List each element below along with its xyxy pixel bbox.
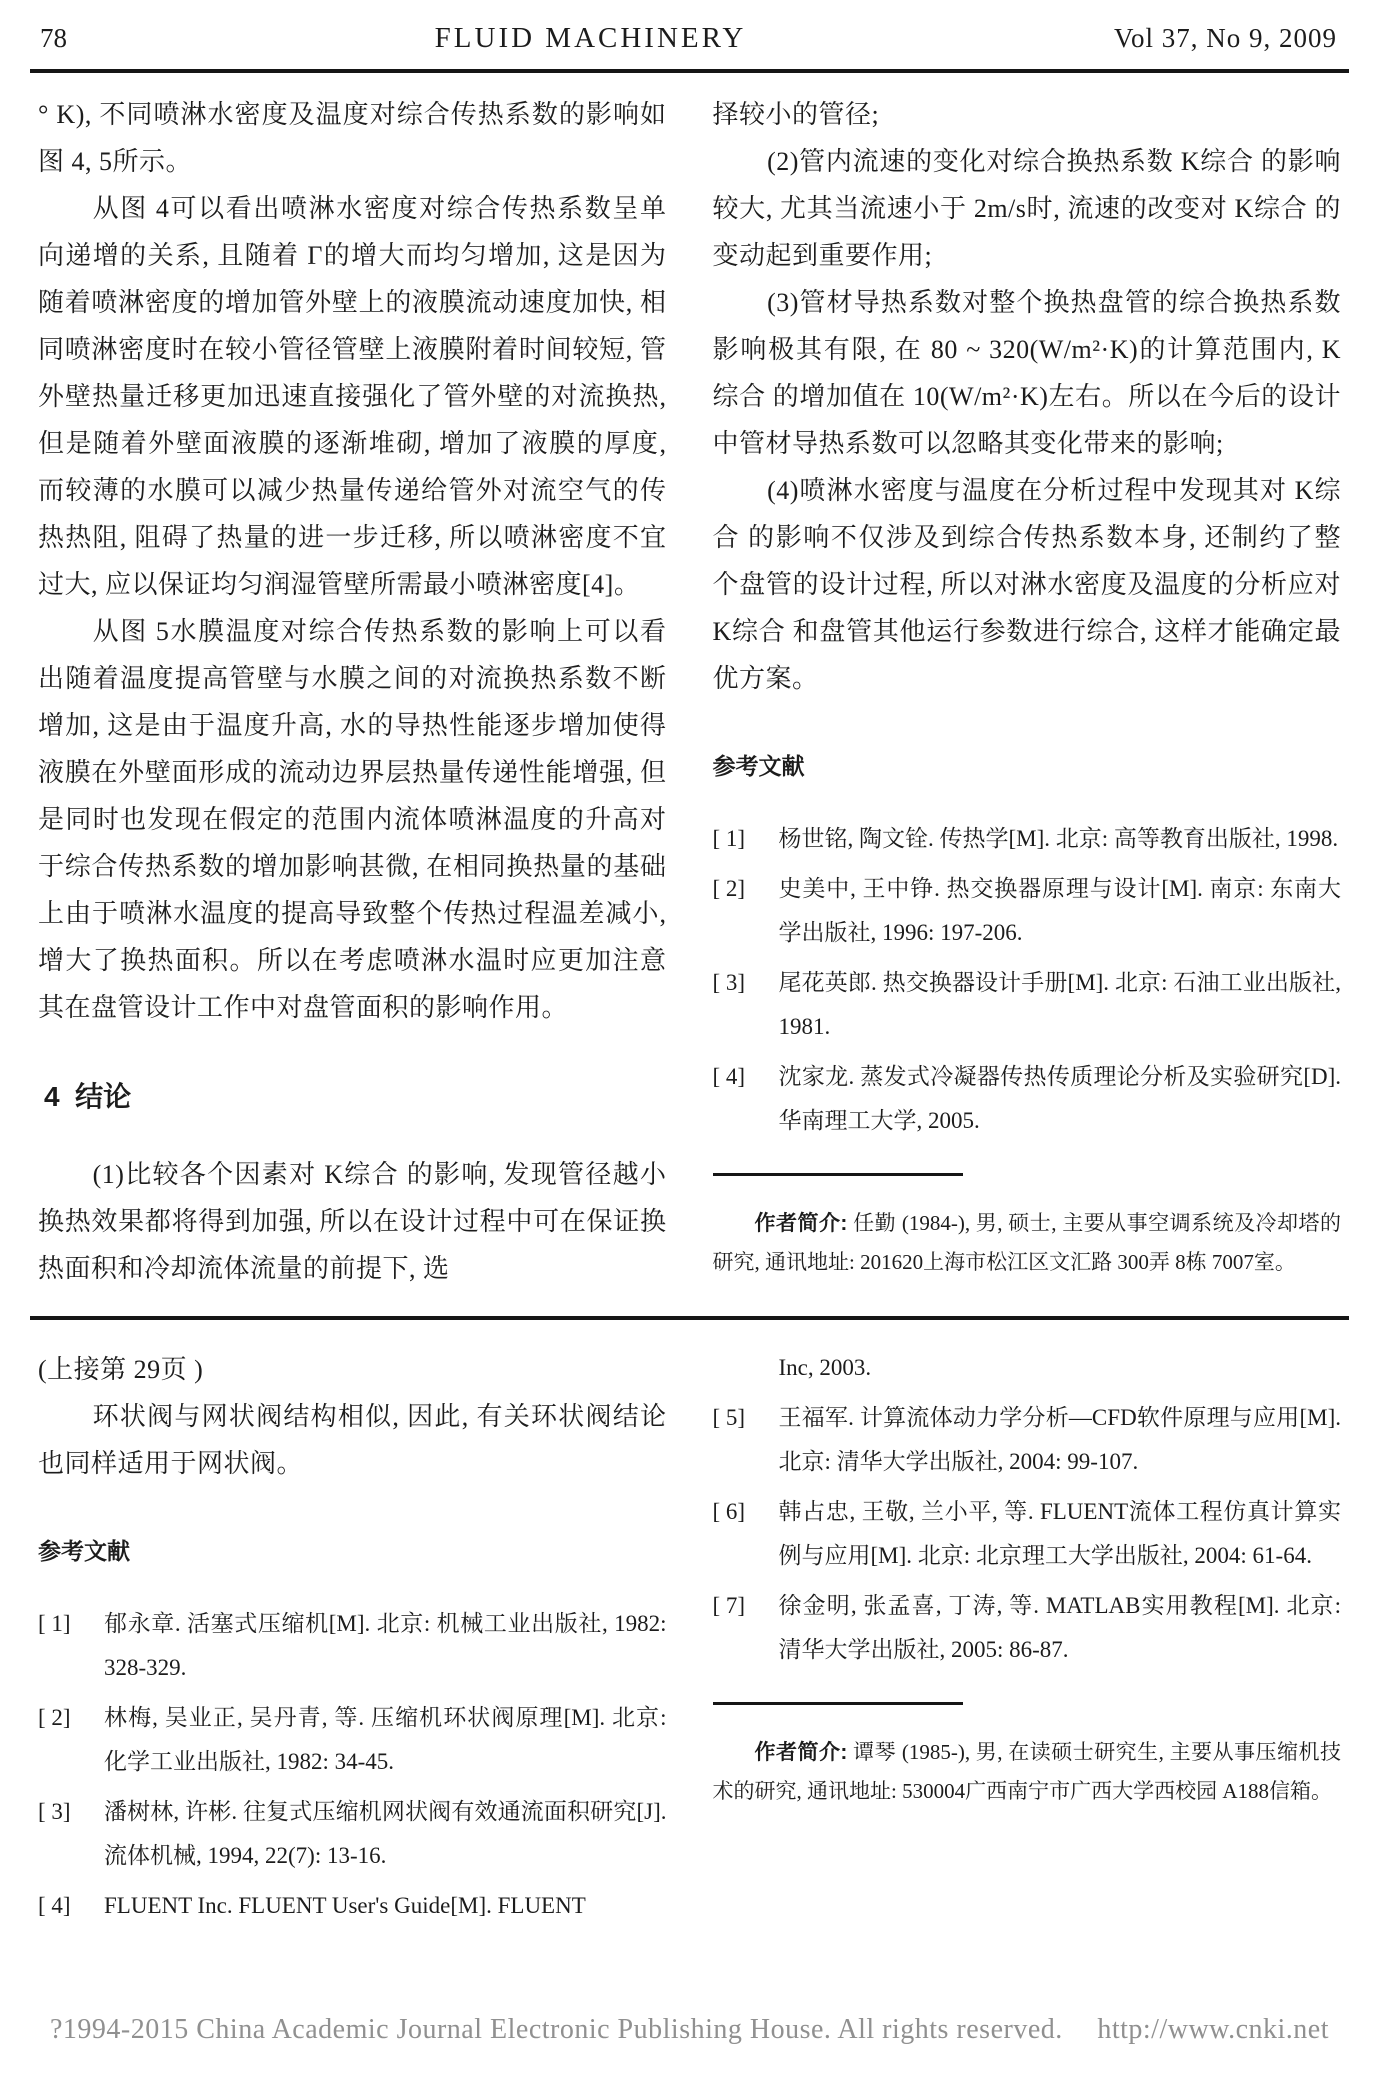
reference-label: [ 2] — [712, 876, 746, 901]
reference-item — [713, 817, 1342, 861]
continued-article — [0, 1346, 1379, 1934]
page-header — [0, 0, 1379, 55]
reference-label: [ 6] — [712, 1499, 746, 1524]
reference-item — [713, 1396, 1342, 1484]
reference-continuation: Inc, 2003. — [778, 1355, 872, 1380]
right-column — [713, 91, 1342, 1292]
reference-text: FLUENT Inc. FLUENT User's Guide[M]. FLUENT — [104, 1893, 586, 1918]
reference-label: [ 3] — [38, 1799, 71, 1824]
page-number: 78 — [40, 23, 67, 53]
reference-label: [ 5] — [712, 1405, 746, 1430]
reference-item — [38, 1696, 667, 1784]
author-bio — [713, 1733, 1342, 1810]
copyright-notice: ?1994-2015 China Academic Journal Electronic Publishing House. All rights reserved. — [50, 2014, 1063, 2045]
reference-label: [ 4] — [38, 1893, 71, 1918]
reference-text: 林梅, 吴业正, 吴丹青, 等. 压缩机环状阀原理[M]. 北京: 化学工业出版社, 1982: 34-45. — [104, 1705, 667, 1774]
author-bio-label: 作者简介: — [754, 1741, 848, 1764]
author-bio — [713, 1204, 1342, 1281]
references-heading: 参考文献 — [712, 753, 805, 779]
paragraph-conclusion-4: (4)喷淋水密度与温度在分析过程中发现其对 K综合 的影响不仅涉及到综合传热系数本身, 还制约了整个盘管的设计过程, 所以对淋水密度及温度的分析应对 K综合 和盘管其他运行参数进行综合, 这样才能确定最优方案。 — [712, 476, 1341, 693]
references-heading: 参考文献 — [38, 1538, 130, 1564]
reference-text: 史美中, 王中铮. 热交换器原理与设计[M]. 南京: 东南大学出版社, 1996: 197-206. — [778, 876, 1341, 945]
volume-info: Vol 37, No 9, 2009 — [1113, 23, 1337, 53]
continued-left-column — [38, 1346, 667, 1934]
cnki-url: http://www.cnki.net — [1097, 2014, 1329, 2045]
reference-text: 尾花英郎. 热交换器设计手册[M]. 北京: 石油工业出版社, 1981. — [778, 970, 1341, 1039]
reference-item — [38, 1884, 667, 1928]
reference-text: 韩占忠, 王敬, 兰小平, 等. FLUENT流体工程仿真计算实例与应用[M]. 北京: 北京理工大学出版社, 2004: 61-64. — [778, 1499, 1341, 1568]
section-divider-rule — [30, 1316, 1349, 1320]
paragraph-continued: 环状阀与网状阀结构相似, 因此, 有关环状阀结论也同样适用于网状阀。 — [38, 1402, 667, 1478]
footnote-rule — [713, 1702, 963, 1705]
paragraph-conclusion-1: (1)比较各个因素对 K综合 的影响, 发现管径越小换热效果都将得到加强, 所以在设计过程中可在保证换热面积和冷却流体流量的前提下, 选 — [38, 1160, 667, 1283]
reference-item — [38, 1602, 667, 1690]
author-bio-text: 任勤 (1984-), 男, 硕士, 主要从事空调系统及冷却塔的研究, 通讯地址: 201620上海市松江区文汇路 300弄 8栋 7007室。 — [712, 1211, 1341, 1274]
reference-item — [713, 961, 1342, 1049]
continued-from-note: (上接第 29页 ) — [38, 1355, 204, 1384]
reference-label: [ 3] — [712, 970, 746, 995]
reference-text: 潘树林, 许彬. 往复式压缩机网状阀有效通流面积研究[J]. 流体机械, 1994, 22(7): 13-16. — [104, 1799, 667, 1868]
article-body — [0, 91, 1379, 1292]
page-footer — [0, 2014, 1379, 2046]
reference-text: 杨世铭, 陶文铨. 传热学[M]. 北京: 高等教育出版社, 1998. — [778, 826, 1339, 851]
header-rule — [30, 69, 1349, 73]
paragraph-figure4: 从图 4可以看出喷淋水密度对综合传热系数呈单向递增的关系, 且随着 Γ的增大而均匀增加, 这是因为随着喷淋密度的增加管外壁上的液膜流动速度加快, 相同喷淋密度时在较小管径管壁上液膜附着时间较短, 管外壁热量迁移更加迅速直接强化了管外壁的对流换热, 但是随着外壁面液膜的逐渐堆砌, 增加了液膜的厚度, 而较薄的水膜可以减少热量传递给管外对流空气的传热热阻, 阻碍了热量的进一步迁移, 所以喷淋密度不宜过大, 应以保证均匀润湿管壁所需最小喷淋密度[4]。 — [38, 194, 667, 599]
reference-text: 王福军. 计算流体动力学分析—CFD软件原理与应用[M]. 北京: 清华大学出版社, 2004: 99-107. — [778, 1405, 1341, 1474]
reference-item — [38, 1790, 667, 1878]
reference-item — [713, 867, 1342, 955]
reference-text: 徐金明, 张孟喜, 丁涛, 等. MATLAB实用教程[M]. 北京: 清华大学出版社, 2005: 86-87. — [778, 1593, 1341, 1662]
reference-text: 沈家龙. 蒸发式冷凝器传热传质理论分析及实验研究[D]. 华南理工大学, 2005. — [778, 1064, 1341, 1133]
footnote-rule — [713, 1173, 963, 1176]
reference-label: [ 4] — [712, 1064, 746, 1089]
continued-right-column — [713, 1346, 1342, 1934]
reference-text: 郁永章. 活塞式压缩机[M]. 北京: 机械工业出版社, 1982: 328-329. — [104, 1611, 667, 1680]
section-heading-conclusion: 4 结论 — [44, 1081, 132, 1112]
paragraph-conclusion-1-cont: 择较小的管径; — [712, 100, 880, 129]
reference-label: [ 2] — [38, 1705, 71, 1730]
reference-item — [713, 1584, 1342, 1672]
author-bio-text: 谭琴 (1985-), 男, 在读硕士研究生, 主要从事压缩机技术的研究, 通讯地址: 530004广西南宁市广西大学西校园 A188信箱。 — [712, 1740, 1341, 1803]
left-column — [38, 91, 667, 1292]
paragraph-conclusion-2: (2)管内流速的变化对综合换热系数 K综合 的影响较大, 尤其当流速小于 2m/s时, 流速的改变对 K综合 的变动起到重要作用; — [712, 147, 1341, 270]
paragraph-continuation: ° K), 不同喷淋水密度及温度对综合传热系数的影响如图 4, 5所示。 — [38, 100, 667, 176]
journal-title: FLUID MACHINERY — [434, 22, 747, 54]
paragraph-figure5: 从图 5水膜温度对综合传热系数的影响上可以看出随着温度提高管壁与水膜之间的对流换热系数不断增加, 这是由于温度升高, 水的导热性能逐步增加使得液膜在外壁面形成的流动边界层热量传递性能增强, 但是同时也发现在假定的范围内流体喷淋温度的升高对于综合传热系数的增加影响甚微, 在相同换热量的基础上由于喷淋水温度的提高导致整个传热过程温差减小, 增大了换热面积。所以在考虑喷淋水温时应更加注意其在盘管设计工作中对盘管面积的影响作用。 — [38, 617, 667, 1022]
reference-label: [ 7] — [712, 1593, 746, 1618]
reference-item — [713, 1490, 1342, 1578]
reference-item — [713, 1055, 1342, 1143]
reference-label: [ 1] — [38, 1611, 71, 1636]
reference-label: [ 1] — [712, 826, 746, 851]
paragraph-conclusion-3: (3)管材导热系数对整个换热盘管的综合换热系数影响极其有限, 在 80 ~ 320(W/m²·K)的计算范围内, K综合 的增加值在 10(W/m²·K)左右。所以在今后的设计中管材导热系数可以忽略其变化带来的影响; — [712, 288, 1341, 458]
author-bio-label: 作者简介: — [754, 1212, 848, 1235]
